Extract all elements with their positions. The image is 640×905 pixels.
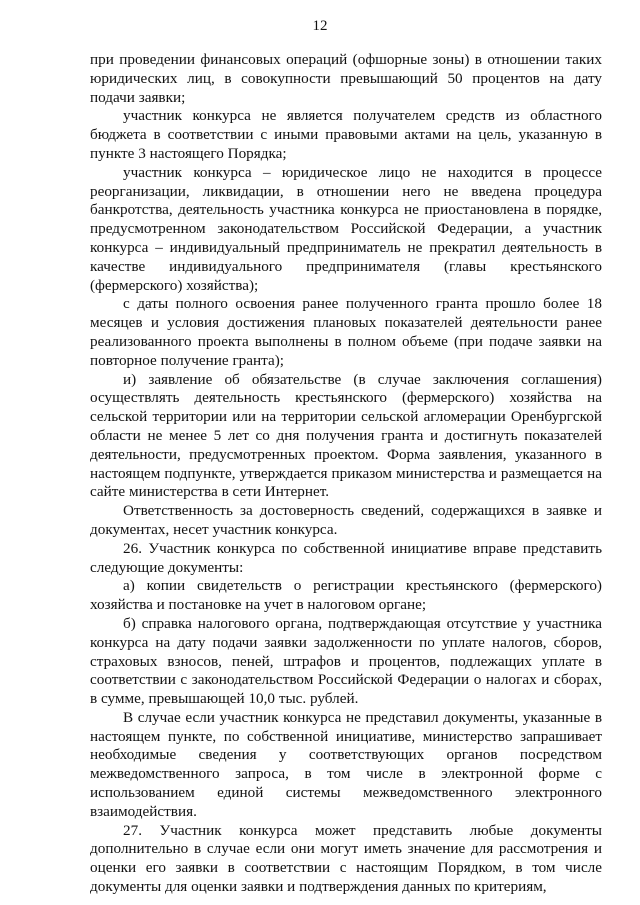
paragraph-subitem-a: а) копии свидетельств о регистрации крестьянского (фермерского) хозяйства и постановке на учет в налоговом органе; — [90, 577, 602, 614]
document-body — [90, 51, 602, 897]
paragraph-continuation: при проведении финансовых операций (офшорные зоны) в отношении таких юридических лиц, в совокупности превышающий 50 процентов на дату подачи заявки; — [90, 51, 602, 106]
paragraph-no-budget-funds: участник конкурса не является получателем средств из областного бюджета в соответствии с иными правовыми актами на цель, указанную в пункте 3 настоящего Порядка; — [90, 107, 602, 162]
paragraph-interagency-request: В случае если участник конкурса не представил документы, указанные в настоящем пункте, по собственной инициативе, министерство запрашивает необходимые сведения у соответствующих органов посредством межведомственного запроса, в том числе в электронной форме с использованием единой системы межведомственного электронного взаимодействия. — [90, 708, 602, 820]
paragraph-no-reorganization: участник конкурса – юридическое лицо не находится в процессе реорганизации, ликвидации, в отношении него не введена процедура банкротства, деятельность участника конкурса не приостановлена в порядке, предусмотренном законодательством Российской Федерации, а участник конкурса – индивидуальный предприниматель не прекратил деятельность в качестве индивидуального предпринимателя (главы крестьянского (фермерского) хозяйства); — [90, 163, 602, 294]
paragraph-item-27: 27. Участник конкурса может представить любые документы дополнительно в случае если они могут иметь значение для рассмотрения и оценки его заявки в соответствии с настоящим Порядком, в том числе документы для оценки заявки и подтверждения данных по критериям, — [90, 821, 602, 896]
paragraph-item-26: 26. Участник конкурса по собственной инициативе вправе представить следующие документы: — [90, 539, 602, 576]
paragraph-subitem-i-statement: и) заявление об обязательстве (в случае заключения соглашения) осуществлять деятельность крестьянского (фермерского) хозяйства на сельской территории или на территории сельской агломерации Оренбургской области не менее 5 лет со дня получения гранта и достигнуть показателей деятельности, предусмотренных проектом. Форма заявления, указанного в настоящем подпункте, утверждается приказом министерства и размещается на сайте министерства в сети Интернет. — [90, 370, 602, 501]
paragraph-subitem-b: б) справка налогового органа, подтверждающая отсутствие у участника конкурса на дату подачи заявки задолженности по уплате налогов, сборов, страховых взносов, пеней, штрафов и процентов, подлежащих уплате в соответствии с законодательством Российской Федерации о налогах и сборах, в сумме, превышающей 10,0 тыс. рублей. — [90, 614, 602, 708]
page-number: 12 — [312, 18, 328, 34]
paragraph-responsibility: Ответственность за достоверность сведений, содержащихся в заявке и документах, несет участник конкурса. — [90, 502, 602, 538]
paragraph-previous-grant: с даты полного освоения ранее полученного гранта прошло более 18 месяцев и условия достижения плановых показателей деятельности ранее реализованного проекта выполнены в полном объеме (при подаче заявки на повторное получение гранта); — [90, 295, 602, 369]
